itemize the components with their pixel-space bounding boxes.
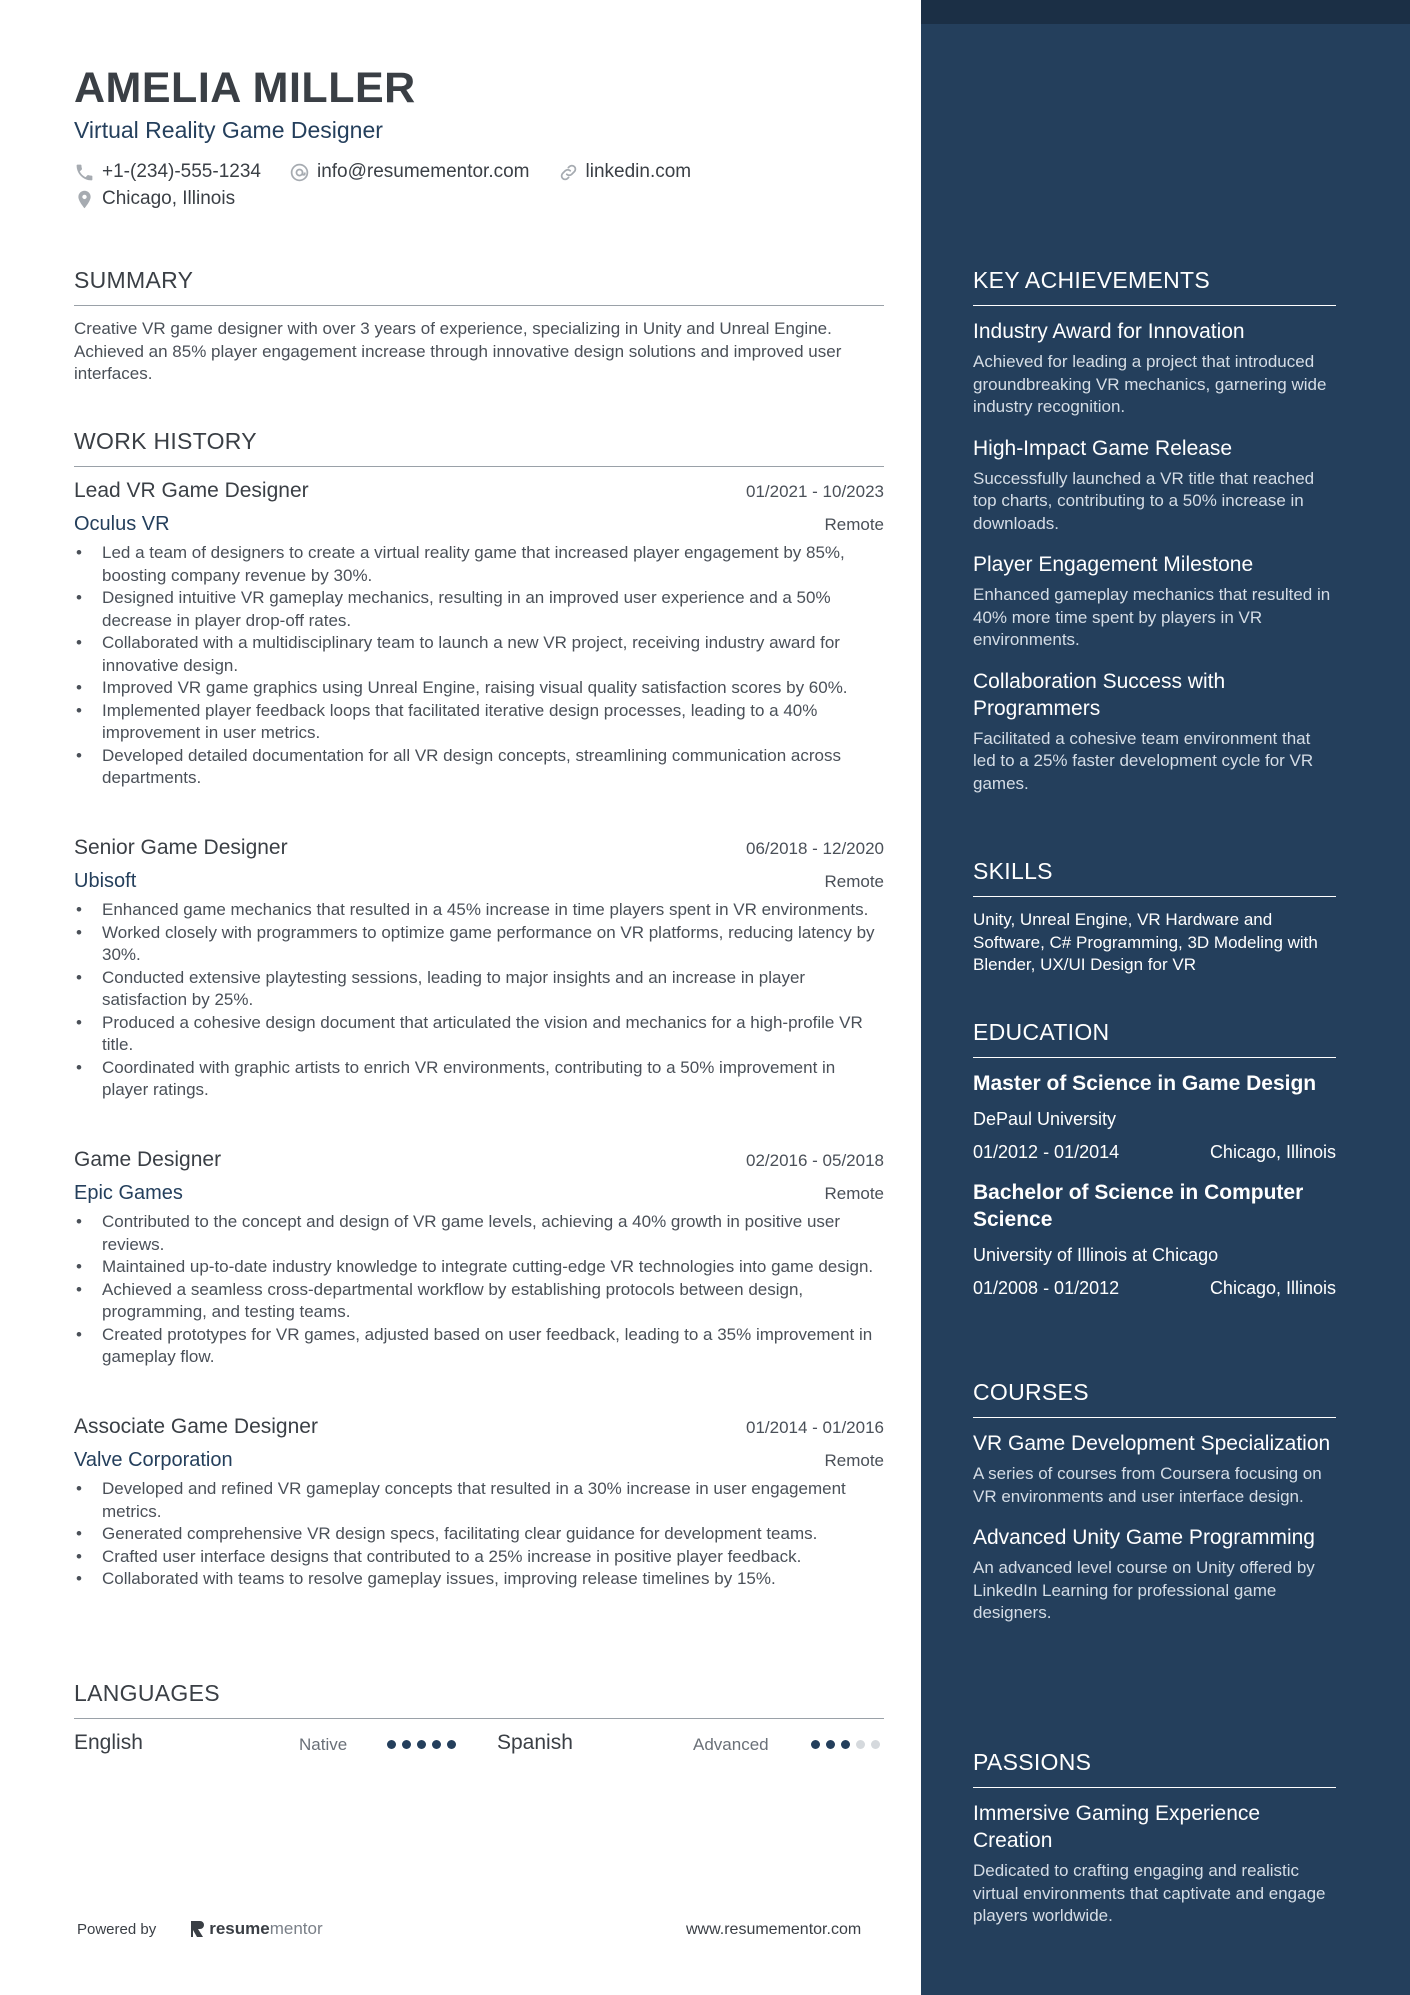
footer-powered-by bbox=[77, 1919, 323, 1939]
language-item bbox=[74, 1731, 474, 1761]
bullet-item: • Created prototypes for VR games, adjusted based on user feedback, leading to a 35% improvement in gameplay flow. bbox=[74, 1324, 884, 1369]
achievement-desc: Successfully launched a VR title that reached top charts, contributing to a 50% increase in downloads. bbox=[973, 468, 1315, 533]
key-achievements-heading: KEY ACHIEVEMENTS bbox=[973, 267, 1336, 306]
linkedin-text: linkedin.com bbox=[585, 161, 692, 182]
language-item bbox=[497, 1731, 884, 1761]
job-entry bbox=[74, 836, 884, 1102]
bullet-item: • Generated comprehensive VR design specs, facilitating clear guidance for development teams. bbox=[74, 1523, 884, 1546]
passion-item bbox=[973, 1800, 1336, 1928]
achievement-desc: Achieved for leading a project that introduced groundbreaking VR mechanics, garnering wide industry recognition. bbox=[973, 352, 1327, 416]
bullet-item: • Developed detailed documentation for all VR design concepts, streamlining communication across departments. bbox=[74, 745, 884, 790]
rating-dot-filled bbox=[826, 1740, 835, 1749]
candidate-title: Virtual Reality Game Designer bbox=[74, 117, 383, 143]
rating-dot-filled bbox=[811, 1740, 820, 1749]
link-icon bbox=[558, 162, 579, 183]
work-history-heading: WORK HISTORY bbox=[74, 428, 884, 467]
job-bullets bbox=[74, 1211, 884, 1369]
resumementor-logo-icon bbox=[188, 1919, 206, 1939]
contact-row-2 bbox=[74, 188, 235, 210]
rating-dot-empty bbox=[871, 1740, 880, 1749]
school-name: DePaul University bbox=[973, 1109, 1117, 1129]
languages-heading: LANGUAGES bbox=[74, 1680, 884, 1719]
job-title: Lead VR Game Designer bbox=[74, 479, 309, 502]
job-entry bbox=[74, 1415, 884, 1591]
bullet-item: • Achieved a seamless cross-departmental workflow by establishing protocols between design, programming, and testing teams. bbox=[74, 1279, 884, 1324]
language-rating bbox=[387, 1740, 456, 1749]
bullet-item: • Collaborated with a multidisciplinary team to launch a new VR project, receiving industry award for innovative design. bbox=[74, 632, 884, 677]
passion-desc: Dedicated to crafting engaging and realistic virtual environments that captivate and engage players worldwide. bbox=[973, 1861, 1326, 1925]
job-entry bbox=[74, 1148, 884, 1369]
bullet-item: • Developed and refined VR gameplay concepts that resulted in a 30% increase in user engagement metrics. bbox=[74, 1478, 884, 1523]
education-item bbox=[973, 1179, 1336, 1299]
job-dates: 06/2018 - 12/2020 bbox=[745, 839, 884, 858]
job-location: Remote bbox=[824, 1451, 884, 1470]
summary-heading: SUMMARY bbox=[74, 267, 884, 306]
rating-dot-empty bbox=[856, 1740, 865, 1749]
rating-dot-filled bbox=[417, 1740, 426, 1749]
degree-title: Master of Science in Game Design bbox=[973, 1072, 1317, 1095]
bullet-item: • Worked closely with programmers to optimize game performance on VR platforms, reducing latency by 30%. bbox=[74, 922, 884, 967]
degree-title: Bachelor of Science in Computer Science bbox=[973, 1181, 1304, 1231]
location-text: Chicago, Illinois bbox=[102, 188, 236, 209]
language-rating bbox=[811, 1740, 880, 1749]
achievement-item bbox=[973, 551, 1336, 652]
education-item bbox=[973, 1070, 1336, 1163]
job-location: Remote bbox=[824, 1184, 884, 1203]
job-dates: 01/2014 - 01/2016 bbox=[745, 1418, 884, 1437]
rating-dot-filled bbox=[402, 1740, 411, 1749]
skills-section bbox=[973, 858, 1336, 977]
bullet-item: • Produced a cohesive design document that articulated the vision and mechanics for a high-profile VR title. bbox=[74, 1012, 884, 1057]
job-location: Remote bbox=[824, 872, 884, 891]
skills-heading: SKILLS bbox=[973, 858, 1336, 897]
bullet-item: • Maintained up-to-date industry knowledge to integrate cutting-edge VR technologies into game design. bbox=[74, 1256, 884, 1279]
education-location: Chicago, Illinois bbox=[1209, 1278, 1336, 1298]
achievement-item bbox=[973, 318, 1336, 419]
rating-dot-filled bbox=[841, 1740, 850, 1749]
passions-section bbox=[973, 1749, 1336, 1928]
course-title: VR Game Development Specialization bbox=[973, 1432, 1331, 1455]
powered-by-label: Powered by bbox=[77, 1920, 157, 1938]
achievement-item bbox=[973, 668, 1336, 796]
language-level: Native bbox=[299, 1735, 348, 1754]
rating-dot-filled bbox=[432, 1740, 441, 1749]
achievement-desc: Facilitated a cohesive team environment that led to a 25% faster development cycle for VR games. bbox=[973, 728, 1314, 793]
phone-text: +1-(234)-555-1234 bbox=[102, 161, 261, 182]
sidebar-top-band bbox=[921, 0, 1410, 24]
education-heading: EDUCATION bbox=[973, 1019, 1336, 1058]
education-section bbox=[973, 1019, 1336, 1299]
language-name: Spanish bbox=[497, 1731, 573, 1754]
job-bullets bbox=[74, 1478, 884, 1591]
passions-heading: PASSIONS bbox=[973, 1749, 1336, 1788]
bullet-item: • Improved VR game graphics using Unreal Engine, raising visual quality satisfaction scores by 60%. bbox=[74, 677, 884, 700]
job-dates: 01/2021 - 10/2023 bbox=[745, 482, 884, 501]
course-title: Advanced Unity Game Programming bbox=[973, 1526, 1315, 1549]
bullet-item: • Contributed to the concept and design of VR game levels, achieving a 40% growth in positive user reviews. bbox=[74, 1211, 884, 1256]
education-location: Chicago, Illinois bbox=[1209, 1142, 1336, 1162]
email-text: info@resumementor.com bbox=[316, 161, 530, 182]
education-dates: 01/2008 - 01/2012 bbox=[973, 1278, 1120, 1298]
summary-section bbox=[74, 267, 884, 386]
skills-text: Unity, Unreal Engine, VR Hardware and Software, C# Programming, 3D Modeling with Blender, UX/UI Design for VR bbox=[973, 910, 1318, 974]
job-company: Valve Corporation bbox=[74, 1449, 233, 1471]
key-achievements-section bbox=[973, 267, 1336, 795]
brand-bold: resume bbox=[209, 1919, 270, 1938]
brand-light: mentor bbox=[269, 1919, 323, 1938]
bullet-item: • Conducted extensive playtesting sessions, leading to major insights and an increase in player satisfaction by 25%. bbox=[74, 967, 884, 1012]
achievement-desc: Enhanced gameplay mechanics that resulted in 40% more time spent by players in VR environments. bbox=[973, 585, 1331, 649]
courses-section bbox=[973, 1379, 1336, 1625]
job-title: Senior Game Designer bbox=[74, 836, 288, 859]
passion-title: Immersive Gaming Experience Creation bbox=[973, 1802, 1261, 1852]
bullet-item: • Led a team of designers to create a virtual reality game that increased player engagement by 85%, boosting company revenue by 30%. bbox=[74, 542, 884, 587]
job-dates: 02/2016 - 05/2018 bbox=[745, 1151, 884, 1170]
job-entry bbox=[74, 479, 884, 790]
bullet-item: • Coordinated with graphic artists to enrich VR environments, contributing to a 50% improvement in player ratings. bbox=[74, 1057, 884, 1102]
phone-icon bbox=[74, 162, 95, 183]
bullet-item: • Enhanced game mechanics that resulted in a 45% increase in time players spent in VR environments. bbox=[74, 899, 884, 922]
work-history-section bbox=[74, 428, 884, 467]
language-level: Advanced bbox=[693, 1735, 769, 1754]
contact-phone[interactable] bbox=[74, 161, 261, 183]
bullet-item: • Collaborated with teams to resolve gameplay issues, improving release timelines by 15%. bbox=[74, 1568, 884, 1591]
language-name: English bbox=[74, 1731, 143, 1754]
candidate-name: AMELIA MILLER bbox=[74, 64, 416, 112]
course-desc: An advanced level course on Unity offered by LinkedIn Learning for professional game designers. bbox=[973, 1558, 1315, 1622]
rating-dot-filled bbox=[387, 1740, 396, 1749]
job-location: Remote bbox=[824, 515, 884, 534]
brand-logo[interactable] bbox=[188, 1919, 322, 1939]
course-item bbox=[973, 1524, 1336, 1625]
contact-row bbox=[74, 161, 691, 183]
school-name: University of Illinois at Chicago bbox=[973, 1245, 1219, 1265]
languages-section bbox=[74, 1680, 884, 1719]
job-company: Epic Games bbox=[74, 1182, 183, 1204]
job-company: Ubisoft bbox=[74, 870, 137, 892]
at-icon bbox=[289, 162, 310, 183]
summary-text: Creative VR game designer with over 3 years of experience, specializing in Unity and Unreal Engine. Achieved an 85% player engagement increase through innovative design solutions and improved user interfaces. bbox=[74, 319, 842, 383]
course-desc: A series of courses from Coursera focusing on VR environments and user interface design. bbox=[973, 1464, 1322, 1506]
job-bullets bbox=[74, 899, 884, 1102]
education-dates: 01/2012 - 01/2014 bbox=[973, 1142, 1120, 1162]
achievement-title: Player Engagement Milestone bbox=[973, 553, 1254, 576]
bullet-item: • Designed intuitive VR gameplay mechanics, resulting in an improved user experience and a 50% decrease in player drop-off rates. bbox=[74, 587, 884, 632]
job-bullets bbox=[74, 542, 884, 790]
contact-linkedin[interactable] bbox=[558, 161, 692, 183]
footer-url[interactable]: www.resumementor.com bbox=[686, 1921, 862, 1938]
achievement-title: Industry Award for Innovation bbox=[973, 320, 1245, 343]
achievement-item bbox=[973, 435, 1336, 536]
contact-email[interactable] bbox=[289, 161, 530, 183]
rating-dot-filled bbox=[447, 1740, 456, 1749]
location-pin-icon bbox=[74, 189, 95, 210]
achievement-title: High-Impact Game Release bbox=[973, 436, 1233, 460]
job-title: Game Designer bbox=[74, 1148, 222, 1171]
course-item bbox=[973, 1430, 1336, 1508]
job-title: Associate Game Designer bbox=[74, 1415, 318, 1438]
job-company: Oculus VR bbox=[74, 513, 170, 535]
bullet-item: • Crafted user interface designs that contributed to a 25% increase in positive player feedback. bbox=[74, 1546, 884, 1569]
contact-location bbox=[74, 188, 235, 210]
bullet-item: • Implemented player feedback loops that facilitated iterative design processes, leading to a 40% improvement in user metrics. bbox=[74, 700, 884, 745]
courses-heading: COURSES bbox=[973, 1379, 1336, 1418]
achievement-title: Collaboration Success with Programmers bbox=[973, 669, 1226, 720]
